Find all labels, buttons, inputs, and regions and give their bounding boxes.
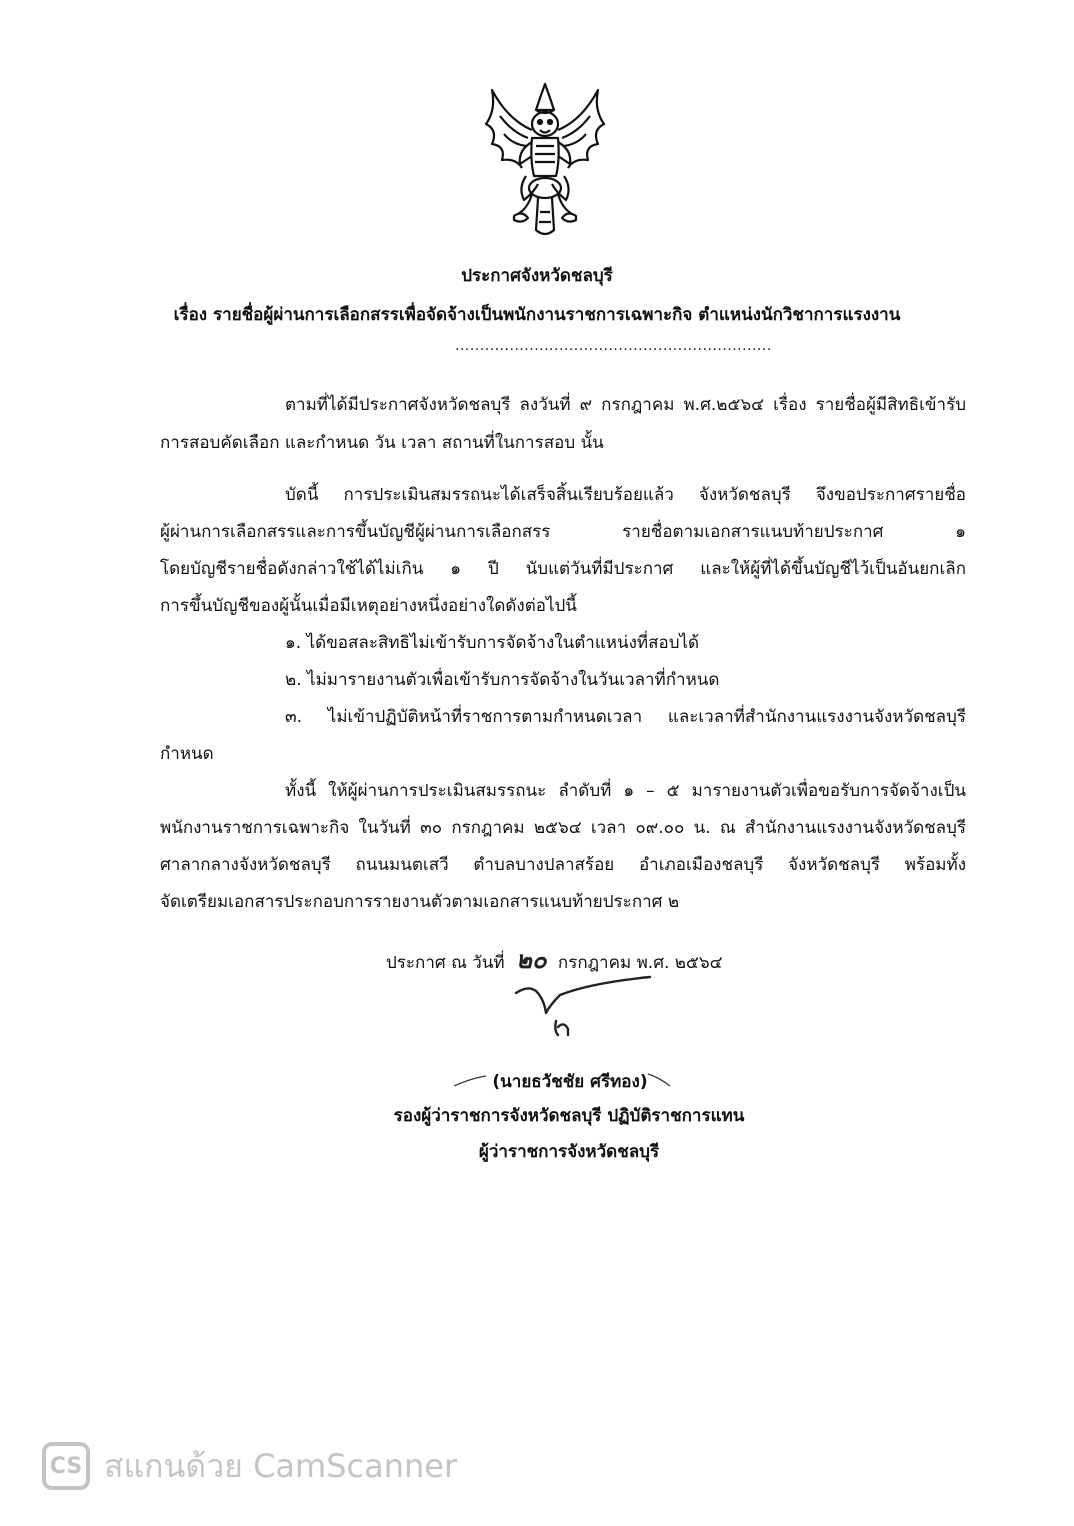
separator-dots: ................................................................ — [455, 338, 772, 354]
list-item-2: ๒. ไม่มารายงานตัวเพื่อเข้ารับการจัดจ้างในวันเวลาที่กำหนด — [285, 670, 720, 690]
camscanner-logo-icon: CS — [42, 1442, 90, 1490]
camscanner-watermark — [42, 1440, 457, 1492]
garuda-emblem-icon — [478, 80, 612, 240]
paragraph-2-line-2: ผู้ผ่านการเลือกสรรและการขึ้นบัญชีผู้ผ่านการเลือกสรร รายชื่อตามเอกสารแนบท้ายประกาศ ๑ — [160, 522, 966, 542]
date-prefix: ประกาศ ณ วันที่ — [386, 953, 505, 973]
document-title: ประกาศจังหวัดชลบุรี — [461, 266, 613, 286]
list-item-1: ๑. ได้ขอสละสิทธิไม่เข้ารับการจัดจ้างในตำแหน่งที่สอบได้ — [285, 633, 700, 653]
signer-name: (นายธวัชชัย ศรีทอง) — [492, 1072, 648, 1092]
paragraph-2-line-1: บัดนี้ การประเมินสมรรถนะได้เสร็จสิ้นเรียบร้อยแล้ว จังหวัดชลบุรี จึงขอประกาศรายชื่อ — [285, 485, 966, 505]
document-subject: เรื่อง รายชื่อผู้ผ่านการเลือกสรรเพื่อจัดจ้างเป็นพนักงานราชการเฉพาะกิจ ตำแหน่งนักวิชาการแรงงาน — [173, 305, 901, 325]
paragraph-3-line-3: ศาลากลางจังหวัดชลบุรี ถนนมนตเสวี ตำบลบางปลาสร้อย อำเภอเมืองชลบุรี จังหวัดชลบุรี พร้อมทั้ง — [160, 855, 966, 875]
paragraph-3-line-2: พนักงานราชการเฉพาะกิจ ในวันที่ ๓๐ กรกฎาคม ๒๕๖๔ เวลา ๐๙.๐๐ น. ณ สำนักงานแรงงานจังหวัดชลบุรี — [160, 818, 966, 838]
signer-position-line-2: ผู้ว่าราชการจังหวัดชลบุรี — [478, 1142, 660, 1162]
signer-position-line-1: รองผู้ว่าราชการจังหวัดชลบุรี ปฏิบัติราชการแทน — [393, 1106, 745, 1126]
paragraph-3-line-1: ทั้งนี้ ให้ผู้ผ่านการประเมินสมรรถนะ ลำดับที่ ๑ – ๕ มารายงานตัวเพื่อขอรับการจัดจ้างเป็น — [285, 781, 966, 801]
paragraph-1-line-2: การสอบคัดเลือก และกำหนด วัน เวลา สถานที่ในการสอบ นั้น — [160, 433, 604, 453]
date-suffix: กรกฎาคม พ.ศ. ๒๕๖๔ — [557, 953, 723, 973]
list-item-3: ๓. ไม่เข้าปฏิบัติหน้าที่ราชการตามกำหนดเวลา และเวลาที่สำนักงานแรงงานจังหวัดชลบุรี — [285, 707, 966, 727]
paragraph-3-line-4: จัดเตรียมเอกสารประกอบการรายงานตัวตามเอกสารแนบท้ายประกาศ ๒ — [160, 892, 680, 912]
handwritten-signature — [510, 965, 680, 1045]
watermark-text: สแกนด้วย CamScanner — [104, 1446, 458, 1485]
list-item-3-continuation: กำหนด — [160, 744, 214, 764]
paragraph-2-line-3: โดยบัญชีรายชื่อดังกล่าวใช้ได้ไม่เกิน ๑ ปี นับแต่วันที่มีประกาศ และให้ผู้ที่ได้ขึ้นบัญชีไว้เป็นอันยกเลิก — [160, 559, 966, 579]
paragraph-2-line-4: การขึ้นบัญชีของผู้นั้นเมื่อมีเหตุอย่างหนึ่งอย่างใดดังต่อไปนี้ — [160, 596, 577, 616]
date-day-handwritten: ๒๐ — [516, 945, 547, 974]
paragraph-1-line-1: ตามที่ได้มีประกาศจังหวัดชลบุรี ลงวันที่ ๙ กรกฎาคม พ.ศ.๒๕๖๔ เรื่อง รายชื่อผู้มีสิทธิเข้ารับ — [285, 395, 966, 415]
